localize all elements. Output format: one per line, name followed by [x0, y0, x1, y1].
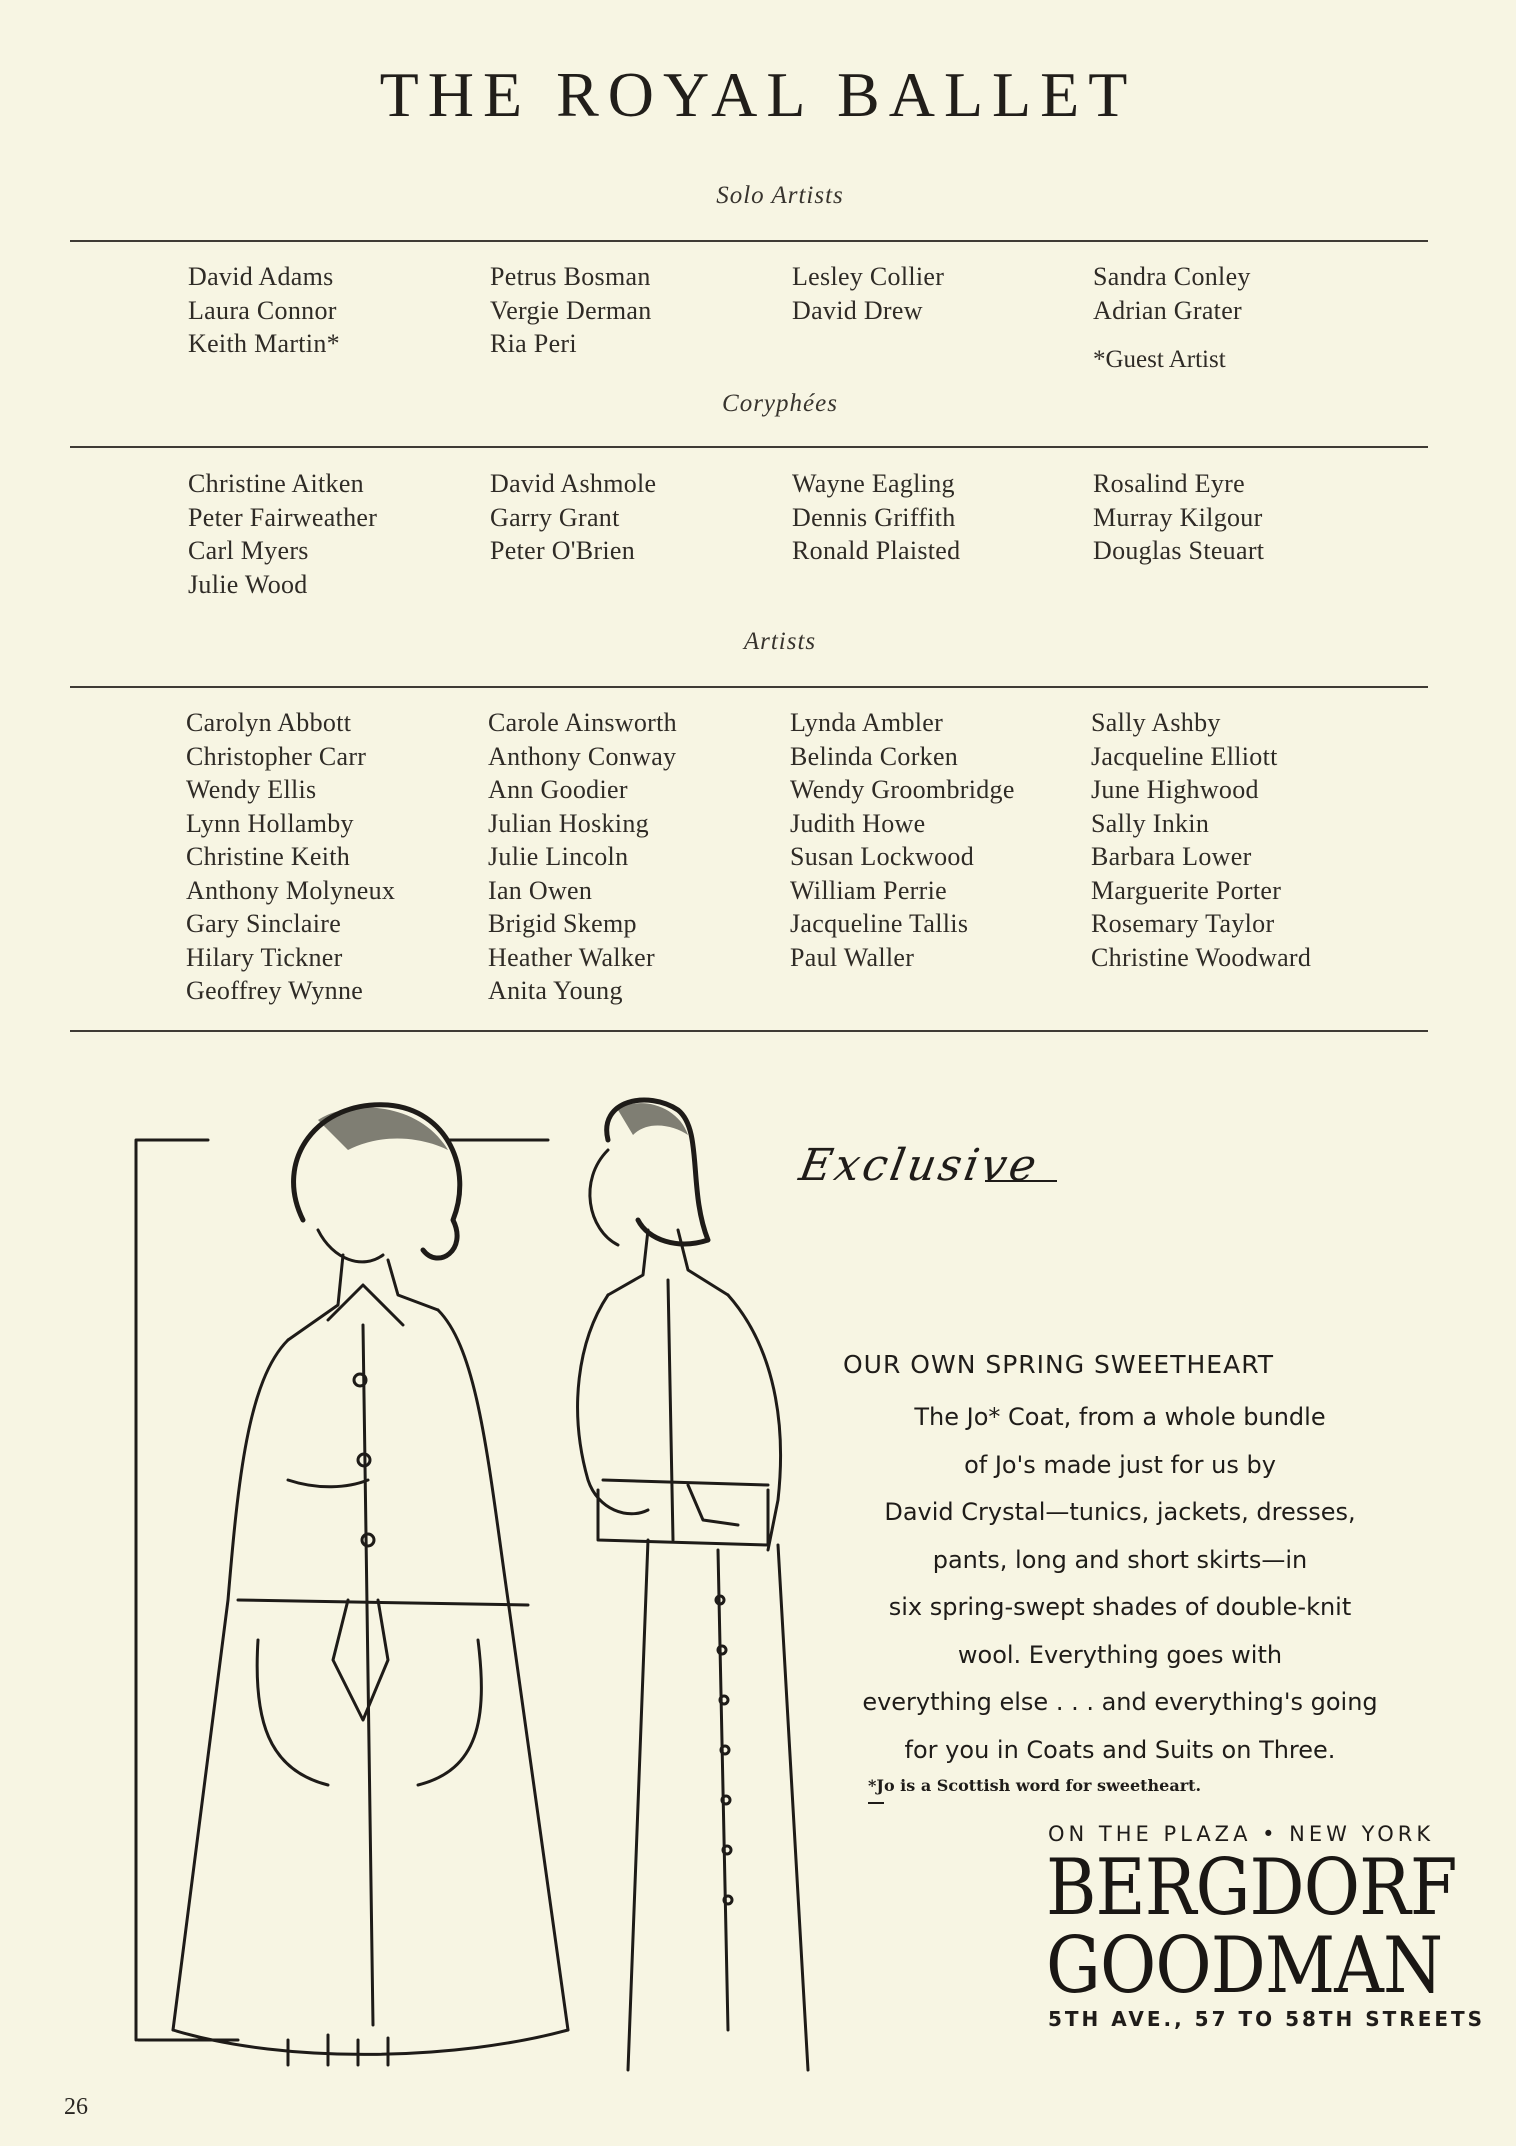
performer-name: Jacqueline Tallis [790, 909, 969, 938]
artists-column-1 [186, 706, 395, 1008]
solo-column-3 [792, 260, 944, 327]
ad-body-line: for you in Coats and Suits on Three. [904, 1735, 1336, 1764]
coryphees-heading: Coryphées [722, 390, 838, 417]
performer-name: Gary Sinclaire [186, 909, 342, 938]
performer-name: Barbara Lower [1091, 842, 1252, 871]
performer-name: Paul Waller [790, 942, 915, 972]
performer-name: Lesley Collier [792, 262, 945, 291]
page-number: 26 [64, 2094, 88, 2120]
guest-artist-note: *Guest Artist [1093, 346, 1226, 373]
performer-name: Christine Keith [186, 842, 351, 871]
brand-logo-line-1: BERGDORF [1046, 1843, 1457, 1933]
performer-name: Peter Fairweather [188, 502, 378, 532]
performer-name: Brigid Skemp [488, 909, 637, 938]
divider-rule [70, 686, 1428, 688]
performer-name: Christine Aitken [188, 469, 364, 498]
artists-column-2 [488, 706, 677, 1008]
ad-body-line: David Crystal—tunics, jackets, dresses, [884, 1498, 1356, 1526]
performer-name: Sally Ashby [1091, 708, 1221, 737]
performer-name: Hilary Tickner [186, 942, 343, 972]
performer-name: Ronald Plaisted [792, 536, 961, 565]
performer-name: Christopher Carr [186, 741, 367, 771]
performer-name: Rosalind Eyre [1093, 469, 1245, 498]
performer-name: Adrian Grater [1093, 295, 1242, 325]
performer-name: Sally Inkin [1091, 808, 1210, 838]
performer-name: Rosemary Taylor [1091, 909, 1275, 938]
performer-name: Judith Howe [790, 808, 926, 838]
performer-name: June Highwood [1091, 775, 1259, 804]
performer-name: Lynn Hollamby [186, 808, 354, 838]
brand-logo-line-2: GOODMAN [1046, 1921, 1443, 2011]
performer-name: Vergie Derman [490, 295, 652, 325]
performer-name: Wendy Groombridge [790, 775, 1015, 804]
performer-name: Julie Wood [188, 569, 308, 599]
performer-name: Belinda Corken [790, 741, 959, 771]
performer-name: Geoffrey Wynne [186, 976, 364, 1005]
performer-name: Dennis Griffith [792, 502, 956, 532]
ad-body-line: six spring-swept shades of double-knit [888, 1593, 1352, 1621]
performer-name: Susan Lockwood [790, 842, 975, 871]
artists-heading: Artists [743, 628, 817, 655]
performer-name: Garry Grant [490, 502, 620, 532]
performer-name: Sandra Conley [1093, 262, 1251, 291]
artists-column-4 [1091, 706, 1311, 974]
exclusive-script: Exclusive [795, 1140, 1044, 1191]
ad-footnote: *Jo is a Scottish word for sweetheart. [868, 1776, 1202, 1795]
performer-name: Wendy Ellis [186, 775, 317, 804]
performer-name: Keith Martin* [188, 329, 340, 358]
coryphees-column-4 [1093, 467, 1264, 568]
ad-body-copy [820, 1394, 1420, 1774]
performer-name: Douglas Steuart [1093, 536, 1265, 565]
performer-name: Petrus Bosman [490, 262, 651, 291]
solo-column-2 [490, 260, 652, 361]
performer-name: Laura Connor [188, 295, 337, 325]
performer-name: Murray Kilgour [1093, 502, 1263, 532]
performer-name: Julie Lincoln [488, 842, 629, 871]
page-title: THE ROYAL BALLET [379, 59, 1137, 130]
ad-body-line: The Jo* Coat, from a whole bundle [914, 1403, 1326, 1431]
performer-name: Wayne Eagling [792, 469, 955, 498]
divider-rule [70, 446, 1428, 448]
performer-name: Ria Peri [490, 329, 577, 358]
performer-name: David Adams [188, 262, 334, 291]
store-location: ON THE PLAZA • NEW YORK [1048, 1822, 1435, 1846]
solo-column-1 [188, 260, 340, 361]
performer-name: Anthony Molyneux [186, 875, 396, 905]
performer-name: Ann Goodier [488, 775, 628, 804]
solo-artists-heading: Solo Artists [716, 182, 844, 209]
solo-column-4 [1093, 260, 1251, 327]
performer-name: Jacqueline Elliott [1091, 741, 1278, 771]
performer-name: Carolyn Abbott [186, 708, 352, 737]
divider-rule [70, 240, 1428, 242]
ad-body-line: wool. Everything goes with [957, 1640, 1283, 1669]
coryphees-column-1 [188, 467, 377, 601]
artists-column-3 [790, 706, 1015, 974]
performer-name: Christine Woodward [1091, 942, 1312, 972]
performer-name: Carl Myers [188, 536, 309, 565]
ad-body-line: of Jo's made just for us by [964, 1450, 1276, 1479]
performer-name: Marguerite Porter [1091, 875, 1282, 905]
performer-name: Lynda Ambler [790, 708, 944, 737]
coryphees-column-3 [792, 467, 960, 568]
fashion-sketch-illustration [88, 1080, 828, 2090]
ad-body-line: pants, long and short skirts—in [932, 1545, 1308, 1574]
performer-name: David Drew [792, 295, 923, 325]
performer-name: Ian Owen [488, 875, 593, 905]
footnote-underline [868, 1802, 884, 1804]
exclusive-underline [985, 1180, 1057, 1182]
performer-name: David Ashmole [490, 469, 657, 498]
performer-name: Anita Young [488, 976, 623, 1005]
performer-name: Peter O'Brien [490, 536, 636, 565]
performer-name: Carole Ainsworth [488, 708, 677, 737]
coryphees-column-2 [490, 467, 656, 568]
performer-name: Julian Hosking [488, 808, 649, 838]
performer-name: Anthony Conway [488, 741, 677, 771]
ad-headline: OUR OWN SPRING SWEETHEART [843, 1350, 1275, 1379]
divider-rule [70, 1030, 1428, 1032]
ad-body-line: everything else . . . and everything's going [862, 1688, 1378, 1716]
performer-name: Heather Walker [488, 942, 655, 972]
performer-name: William Perrie [790, 875, 947, 905]
store-address: 5TH AVE., 57 TO 58TH STREETS [1048, 2007, 1486, 2031]
